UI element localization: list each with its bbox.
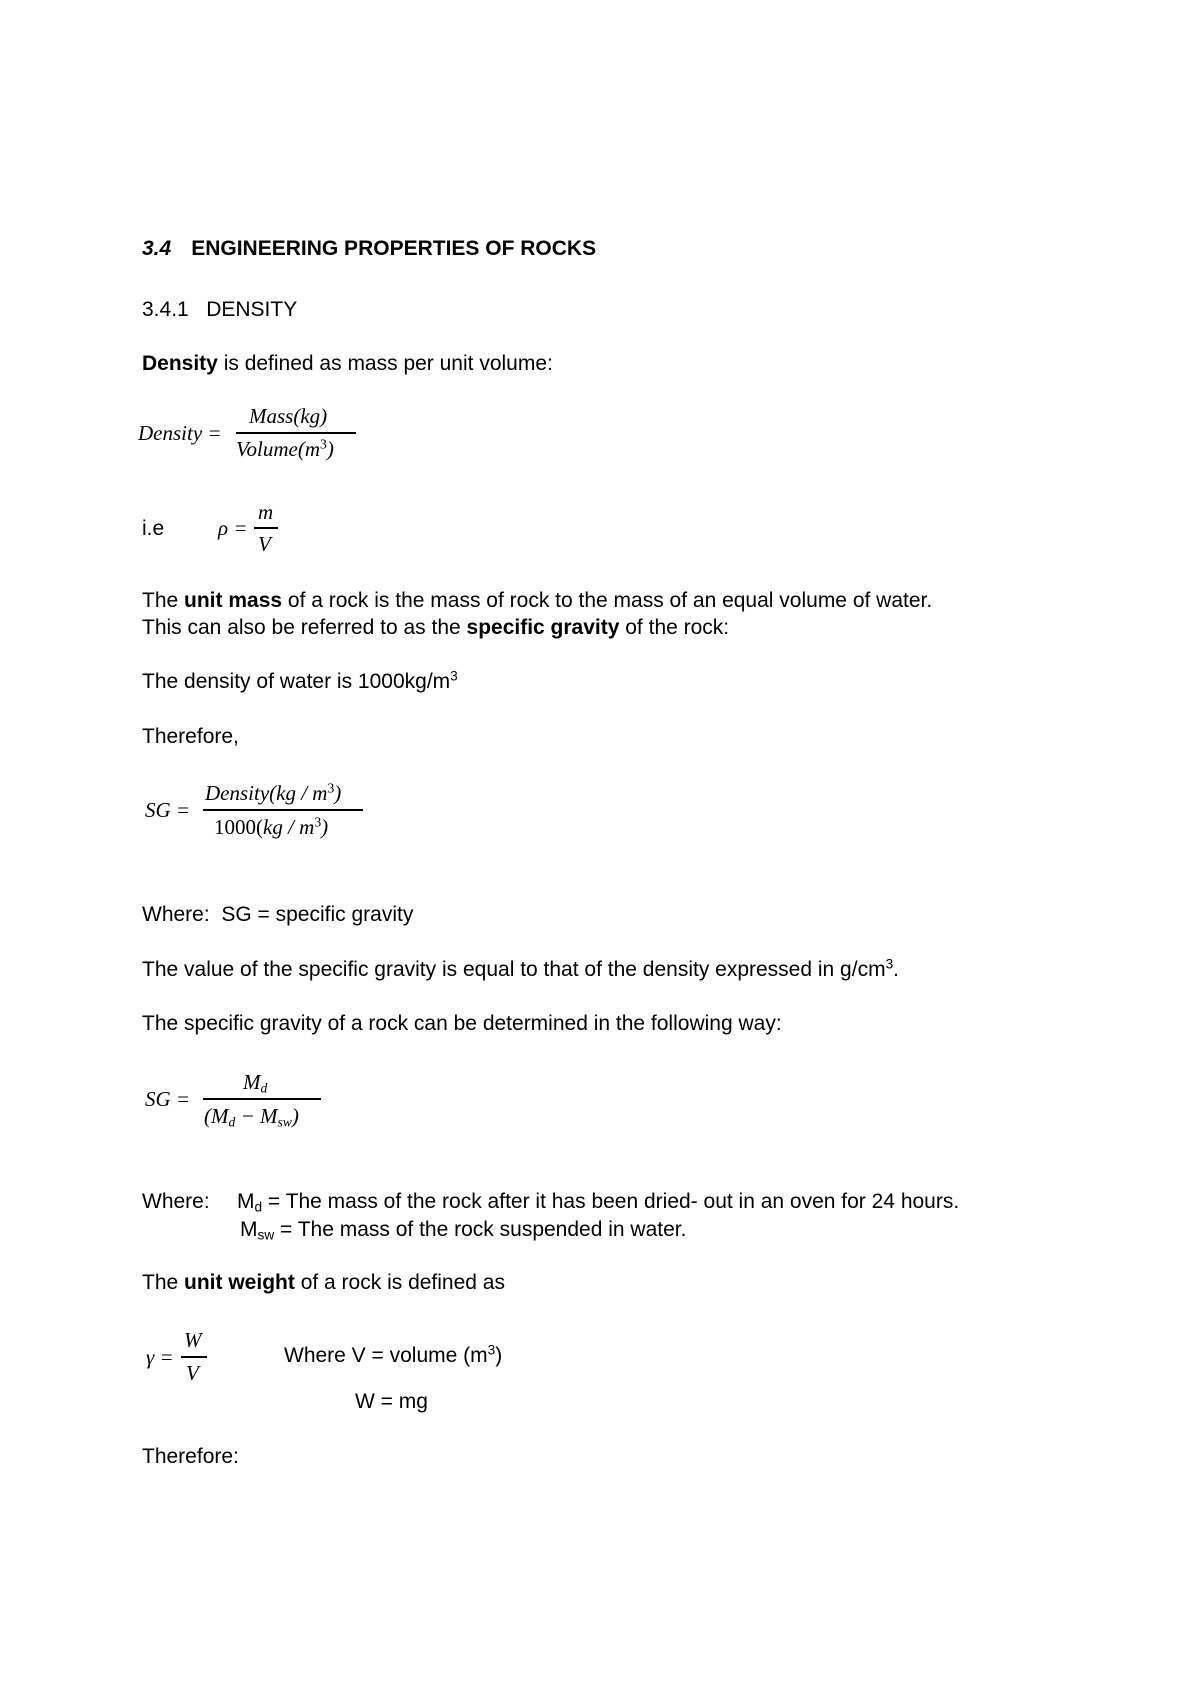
msw-definition: $M_{sw}$ = The mass of the rock suspended in water. [240,1218,687,1243]
sg-denominator: $1000(kg / m^3)$ [214,814,329,839]
gamma-denominator: V [186,1361,199,1385]
rho-denominator: V [258,532,271,556]
unit-mass-line-2: This can also be referred to as the specific gravity of the rock: [142,616,730,639]
unit-weight-text: The unit weight of a rock is defined as [142,1271,505,1294]
w-mg: W = mg [355,1390,428,1413]
therefore-1: Therefore, [142,725,239,748]
equation-lhs: Density = [138,421,222,445]
sg2-lhs: SG = [145,1087,191,1111]
ie-label: i.e [142,517,165,540]
therefore-2: Therefore: [142,1445,239,1468]
fraction-bar [254,527,278,529]
gamma-numerator: W [184,1328,202,1352]
sg-determined-text: The specific gravity of a rock can be determined in the following way: [142,1012,782,1035]
equation-numerator: Mass(kg) [249,404,328,428]
fraction-bar [181,1356,207,1358]
sg-lhs: SG = [145,798,191,822]
md-definition: $M_d$ = The mass of the rock after it has been dried- out in an oven for 24 hours. [237,1190,960,1215]
water-density: The density of water is $1000kg/m^3$ [142,668,458,693]
gamma-lhs: γ = [146,1345,174,1369]
rho-lhs: ρ = [218,516,248,540]
section-heading [142,238,596,259]
sg2-denominator: $(M_d - M_{sw})$ [204,1104,299,1130]
unit-mass-line-1: The unit mass of a rock is the mass of rock to the mass of an equal volume of water. [142,589,933,612]
sg2-numerator: $M_d$ [243,1070,268,1096]
fraction-bar [203,1098,321,1100]
where-md-label: Where: [142,1190,210,1213]
where-sg: Where: SG = specific gravity [142,903,414,926]
fraction-bar [203,809,363,811]
rho-numerator: m [258,500,274,524]
fraction-bar [236,432,356,434]
section-title: ENGINEERING PROPERTIES OF ROCKS [191,237,597,260]
density-definition: Density is defined as mass per unit volume: [142,352,553,375]
subsection-heading: 3.4.1 DENSITY [142,298,298,321]
equation-denominator: $Volume(m^3)$ [236,436,334,461]
sg-value-text: The value of the specific gravity is equal to that of the density expressed in $g/cm^3$. [142,956,899,981]
sg-numerator: Density(kg / $m^3$) [205,780,342,805]
section-number: 3.4 [142,237,172,260]
where-v: Where V = volume $(m^3)$ [284,1342,503,1367]
